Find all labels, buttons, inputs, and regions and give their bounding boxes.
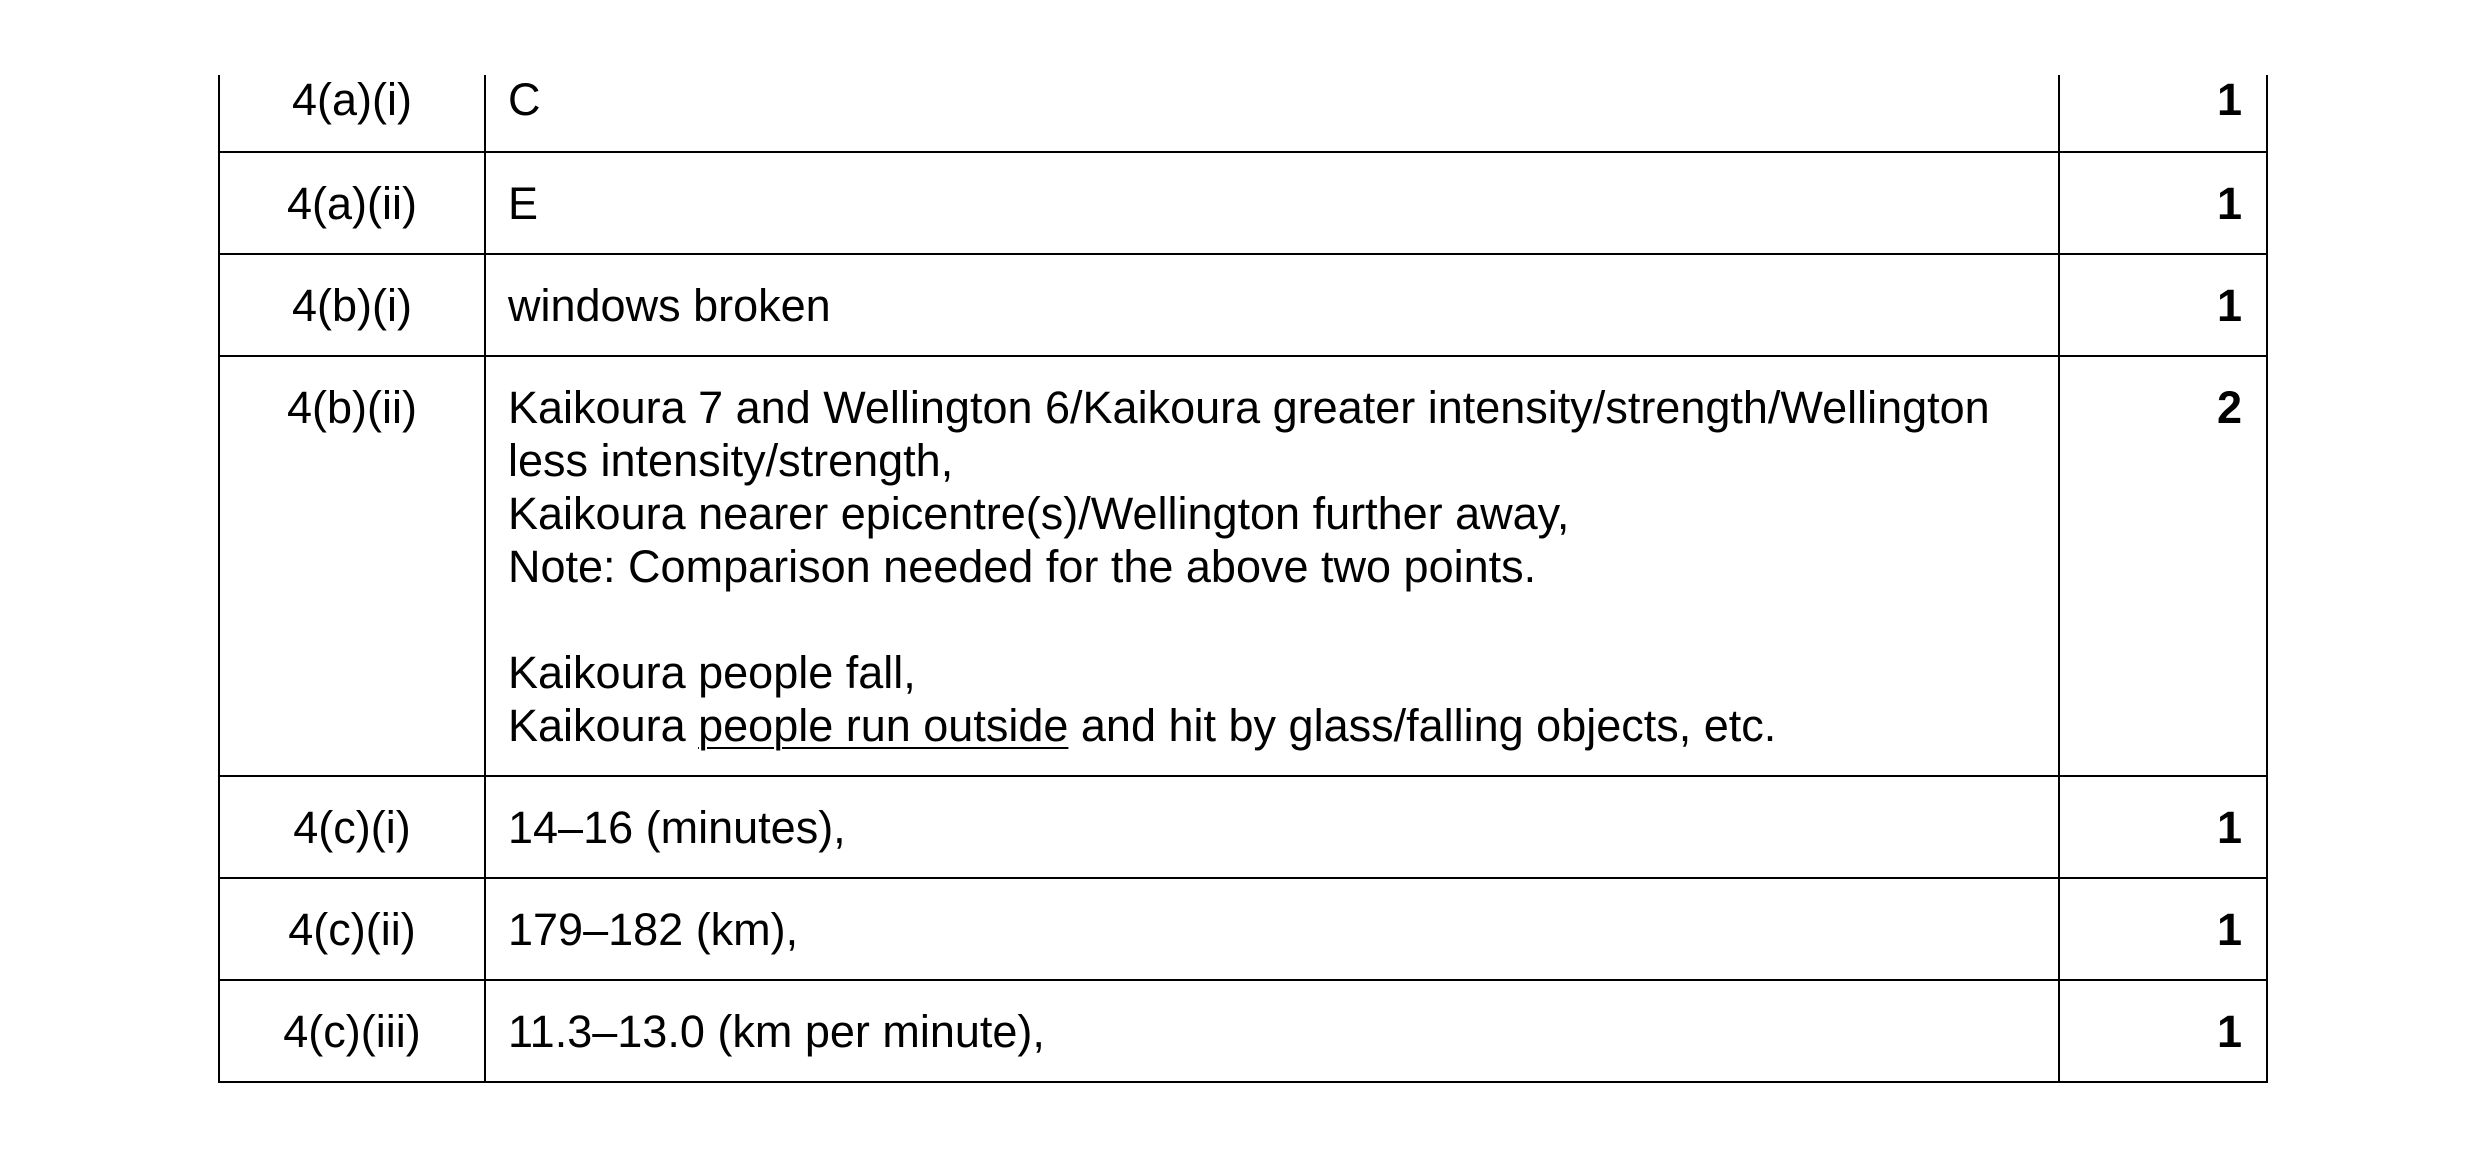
answer-text: C: [508, 74, 541, 125]
table-row: [219, 776, 2267, 878]
marks-cell: [2059, 75, 2267, 152]
question-number-cell: [219, 75, 485, 152]
answer-text: windows broken: [508, 280, 831, 331]
answer-cell: [485, 254, 2059, 356]
marks-value: 1: [2216, 904, 2242, 955]
marks-cell: [2059, 776, 2267, 878]
answer-note: Note: Comparison needed for the above two points.: [508, 541, 1537, 592]
answer-line: less intensity/strength,: [508, 435, 954, 486]
answer-line: [508, 699, 2036, 752]
table-row: [219, 152, 2267, 254]
answer-text: E: [508, 178, 539, 229]
marks-cell: [2059, 980, 2267, 1082]
answer-cell: [485, 152, 2059, 254]
table-row: [219, 254, 2267, 356]
mark-scheme-table: [218, 75, 2268, 1083]
question-number: 4(b)(i): [292, 280, 412, 331]
question-number: 4(c)(ii): [288, 904, 416, 955]
question-number-cell: [219, 356, 485, 776]
question-number: 4(c)(iii): [283, 1006, 421, 1057]
question-number-cell: [219, 980, 485, 1082]
marks-cell: [2059, 356, 2267, 776]
table-row: [219, 980, 2267, 1082]
answer-text: 14–16 (minutes),: [508, 802, 846, 853]
question-number: 4(a)(ii): [287, 178, 417, 229]
answer-line: Kaikoura nearer epicentre(s)/Wellington further away,: [508, 488, 1570, 539]
marks-value: 1: [2216, 74, 2242, 125]
marks-value: 2: [2216, 382, 2242, 433]
question-number-cell: [219, 254, 485, 356]
answer-line-prefix: Kaikoura: [508, 700, 699, 751]
marks-cell: [2059, 254, 2267, 356]
answer-text: 11.3–13.0 (km per minute),: [508, 1006, 1045, 1057]
answer-line-suffix: and hit by glass/falling objects, etc.: [1068, 700, 1777, 751]
answer-cell: [485, 878, 2059, 980]
answer-cell: [485, 776, 2059, 878]
question-number-cell: [219, 152, 485, 254]
underlined-phrase: people run outside: [698, 700, 1069, 751]
marks-cell: [2059, 878, 2267, 980]
question-number: 4(b)(ii): [287, 382, 417, 433]
question-number: 4(a)(i): [292, 74, 412, 125]
table-row: [219, 878, 2267, 980]
marks-value: 1: [2216, 280, 2242, 331]
question-number-cell: [219, 878, 485, 980]
blank-line: [508, 593, 2036, 646]
answer-cell: [485, 75, 2059, 152]
table-row: [219, 356, 2267, 776]
answer-cell: [485, 356, 2059, 776]
marks-cell: [2059, 152, 2267, 254]
marks-value: 1: [2216, 1006, 2242, 1057]
marks-value: 1: [2216, 802, 2242, 853]
question-number-cell: [219, 776, 485, 878]
answer-block: [508, 357, 2036, 752]
answer-cell: [485, 980, 2059, 1082]
answer-text: 179–182 (km),: [508, 904, 799, 955]
question-number: 4(c)(i): [293, 802, 411, 853]
table-row: [219, 75, 2267, 152]
marks-value: 1: [2216, 178, 2242, 229]
answer-line: Kaikoura people fall,: [508, 647, 916, 698]
answer-line: Kaikoura 7 and Wellington 6/Kaikoura greater intensity/strength/Wellington: [508, 382, 1990, 433]
